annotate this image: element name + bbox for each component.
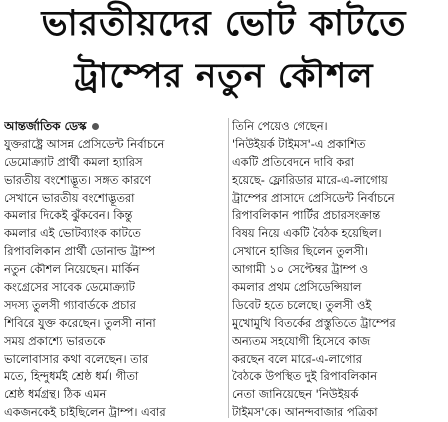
bullet-icon <box>92 123 99 130</box>
article-text-line: ডিবেট হতে চলেছে। তুলসী ওই <box>232 297 372 312</box>
article-text-line: একটি প্রতিবেদনে দাবি করা <box>232 154 354 169</box>
article-text-line: কংগ্রেসের সাবেক ডেমোক্র্যাট <box>4 280 135 295</box>
article-text-line: আগামী ১০ সেপ্টেম্বর ট্রাম্প ও <box>232 262 368 277</box>
article-text-line: যুক্তরাষ্ট্রে আসন্ন প্রেসিডেন্ট নির্বাচনে <box>4 136 165 151</box>
article-text-line: তিনি পেয়েও গেছেন। <box>232 119 328 133</box>
article-text-line: সদস্য তুলসী গ্যাবার্ডকে প্রচার <box>4 297 136 312</box>
article-text-line: ডেমোক্র্যাট প্রার্থী কমলা হ্যারিস <box>4 154 143 169</box>
right-column <box>232 118 444 422</box>
article-text-line: কমলার দিকেই ঝুঁকবেন। কিন্তু <box>4 208 133 223</box>
left-column <box>4 118 224 422</box>
article-text-line: বিষয় নিয়ে একটি বৈঠক হয়েছিল। <box>232 226 382 241</box>
headline-line-1: ভারতীয়দের ভোট কাটতে <box>41 4 407 44</box>
article-text-line: সেখানে হাজির ছিলেন তুলসী। <box>232 244 369 259</box>
article-text-line: সেখানে ভারতীয় বংশোদ্ভূতরা <box>4 190 135 205</box>
article-text-line: বৈঠকে উপস্থিত দুই রিপাবলিকান <box>232 369 378 384</box>
article-text-line: রিপাবলিকান পার্টির প্রচারসংক্রান্ত <box>232 208 381 223</box>
article-text-line: করছেন বলে মারে-এ-লাগোর <box>232 351 362 366</box>
article-text-line: সময় প্রকাশ্যে ভারতকে <box>4 333 106 348</box>
article-text-line: কমলার প্রথম প্রেসিডেন্সিয়াল <box>232 280 362 295</box>
article-text-line: ভালোবাসার কথা বলেছেন। তার <box>4 351 149 366</box>
article-text-line: একজনকেই চাইছিলেন ট্রাম্প। এবার <box>4 405 166 420</box>
article-text-line: অন্যতম সহযোগী হিসেবে কাজ <box>232 333 371 348</box>
article-text-line: কমলার এই ভোটব্যাংক কাটতে <box>4 226 141 241</box>
article-text-line: ভারতীয় বংশোদ্ভূত। সঙ্গত কারণে <box>4 172 151 187</box>
article-text-line: টাইমস'কে। আনন্দবাজার পত্রিকা <box>232 405 378 420</box>
column-divider <box>228 118 229 418</box>
dateline: আন্তর্জাতিক ডেস্ক <box>4 119 87 133</box>
article-text-line: নেতা জানিয়েছেন 'নিউইয়র্ক <box>232 387 359 402</box>
article-text-line: শিবিরে যুক্ত করেছেন। তুলসী নানা <box>4 315 156 330</box>
article-text-line: ট্রাম্পের প্রাসাদে প্রেসিডেন্ট নির্বাচনে <box>232 190 395 205</box>
article-text-line: রিপাবলিকান প্রার্থী ডোনাল্ড ট্রাম্প <box>4 244 155 259</box>
article-text-line: মুখোমুখি বিতর্কের প্রস্তুতিতে ট্রাম্পের <box>232 315 396 330</box>
article-text-line: মতে, হিন্দুধর্মই শ্রেষ্ঠ ধর্ম। গীতা <box>4 369 139 384</box>
article-text-line: 'নিউইয়র্ক টাইমস'-এ প্রকাশিত <box>232 136 366 151</box>
article-text-line: শ্রেষ্ঠ ধর্মগ্রন্থ। ঠিক এমন <box>4 387 107 402</box>
article-text-line: হয়েছে- ফ্লোরিডার মারে-এ-লাগোয় <box>232 172 388 187</box>
dateline-row <box>4 118 224 136</box>
headline-line-2: ট্রাম্পের নতুন কৌশল <box>74 56 374 96</box>
article-text-line: নতুন কৌশল নিয়েছেন। মার্কিন <box>4 262 140 277</box>
